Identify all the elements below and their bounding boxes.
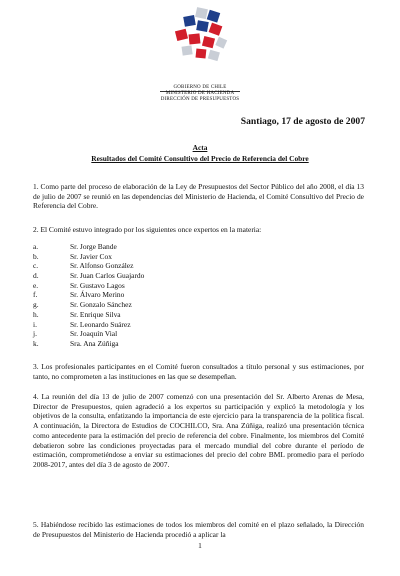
list-letter: c. <box>33 261 39 271</box>
list-item <box>33 300 144 310</box>
member-name: Sr. Enrique Silva <box>70 309 121 319</box>
member-name: Sra. Ana Zúñiga <box>70 338 119 348</box>
list-letter: b. <box>33 251 39 261</box>
list-item <box>33 261 144 271</box>
paragraph-4: 4. La reunión del día 13 de julio de 2007 comenzó con una presentación del Sr. Alberto Arenas de Mesa, Director de Presupuestos, quien agradeció a los expertos su participación y explicó la metodología y los objetivos de la consulta, enfatizando la importancia de este ejercicio para la transparencia de la política fiscal. A continuación, la Directora de Estudios de COCHILCO, Sra. Ana Zúñiga, realizó una presentación técnica como antecedente para la estimación del precio de referencia del cobre. Finalmente, los miembros del Comité debatieron sobre las condiciones proyectadas para el mercado mundial del cobre durante el período de estimación, comprometiéndose a enviar su estimaciones del precio del cobre BML promedio para el período 2008-2017, antes del día 3 de agosto de 2007. <box>33 392 364 469</box>
paragraph-2: 2. El Comité estuvo integrado por los siguientes once expertos en la materia: <box>33 225 262 234</box>
list-letter: j. <box>33 329 37 339</box>
member-list <box>33 242 144 349</box>
list-item <box>33 320 144 330</box>
list-letter: a. <box>33 242 39 251</box>
logo-squares <box>175 7 227 61</box>
member-name: Sr. Alfonso González <box>70 261 134 271</box>
paragraph-1: 1. Como parte del proceso de elaboración de la Ley de Presupuestos del Sector Público del año 2008, el día 13 de julio de 2007 se reunió en las dependencias del Ministerio de Hacienda, el Comité Consultivo del Precio de Referencia del Cobre. <box>33 182 364 211</box>
list-item <box>33 242 144 252</box>
list-letter: e. <box>33 280 39 290</box>
member-name: Sr. Leonardo Suárez <box>70 319 131 329</box>
list-item <box>33 271 144 281</box>
ministry-line-2: MINISTERIO DE HACIENDA <box>165 91 235 96</box>
ministry-line-3: DIRECCIÓN DE PRESUPUESTOS <box>160 97 240 102</box>
list-item <box>33 339 144 349</box>
member-name: Sr. Jorge Bande <box>70 242 117 251</box>
list-letter: d. <box>33 271 39 281</box>
member-name: Sr. Gonzalo Sánchez <box>70 300 132 310</box>
list-item <box>33 329 144 339</box>
list-letter: g. <box>33 300 39 310</box>
list-item <box>33 252 144 262</box>
member-name: Sr. Joaquín Vial <box>70 329 118 339</box>
list-letter: f. <box>33 290 38 300</box>
member-name: Sr. Álvaro Merino <box>70 290 125 300</box>
member-name: Sr. Gustavo Lagos <box>70 280 125 290</box>
list-letter: i. <box>33 319 37 329</box>
list-item <box>33 310 144 320</box>
document-date: Santiago, 17 de agosto de 2007 <box>240 116 365 127</box>
list-letter: h. <box>33 309 39 319</box>
paragraph-5: 5. Habiéndose recibido las estimaciones de todos los miembros del comité en el plazo señalado, la Dirección de Presupuestos del Ministerio de Hacienda procedió a aplicar la <box>33 520 364 539</box>
government-logo <box>170 6 236 70</box>
list-letter: k. <box>33 338 39 348</box>
paragraph-3: 3. Los profesionales participantes en el Comité fueron consultados a título personal y sus estimaciones, por tanto, no comprometen a las instituciones en las que se desempeñan. <box>33 362 364 381</box>
list-item <box>33 281 144 291</box>
member-name: Sr. Juan Carlos Guajardo <box>70 271 145 281</box>
ministry-line-1: GOBIERNO DE CHILE <box>173 85 227 90</box>
document-subtitle: Resultados del Comité Consultivo del Precio de Referencia del Cobre <box>91 154 309 163</box>
member-name: Sr. Javier Cox <box>70 251 112 261</box>
document-title: Acta <box>192 143 208 152</box>
page-number: 1 <box>198 541 202 550</box>
list-item <box>33 290 144 300</box>
